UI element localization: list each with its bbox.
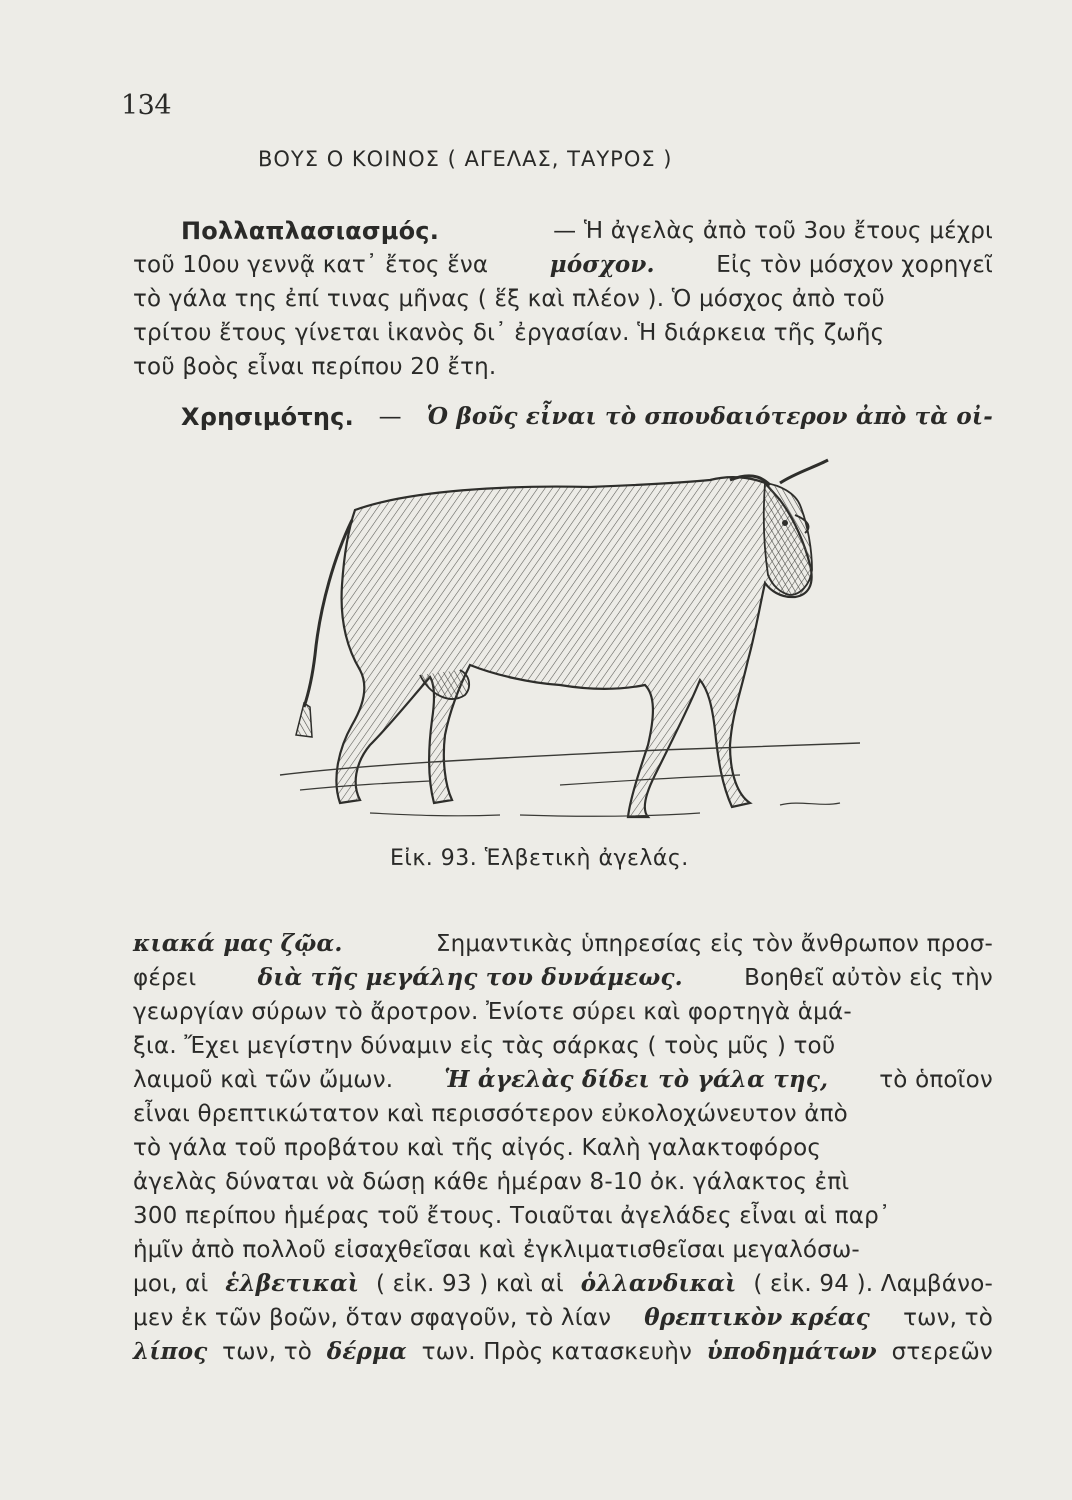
text-run: τοῦ 10ου γεννᾷ κατ᾽ ἔτος ἕνα (133, 252, 489, 278)
text-line (133, 400, 993, 434)
text-run: Βοηθεῖ αὐτὸν εἰς τὴν (744, 965, 993, 991)
text-line (133, 1097, 993, 1131)
emphasis-term: λίπος (133, 1338, 208, 1365)
text-run: ἀγελὰς δύναται νὰ δώσῃ κάθε ἡμέραν 8-10 ὀκ. γάλακτος ἐπὶ (133, 1169, 850, 1195)
text-line (133, 995, 993, 1029)
emphasis-term: κιακά μας ζῷα. (133, 930, 343, 957)
text-run: τὸ γάλα τοῦ προβάτου καὶ τῆς αἰγός. Καλὴ γαλακτοφόρος (133, 1135, 822, 1161)
section-heading: Πολλαπλασιασμός. (181, 217, 440, 245)
text-line (133, 1131, 993, 1165)
emphasis-term: θρεπτικὸν κρέας (644, 1304, 871, 1331)
text-run: ἡμῖν ἀπὸ πολλοῦ εἰσαχθεῖσαι καὶ ἐγκλιματισθεῖσαι μεγαλόσω- (133, 1237, 860, 1263)
text-run: λαιμοῦ καὶ τῶν ὤμων. (133, 1067, 394, 1093)
text-line (133, 282, 993, 316)
running-head: ΒΟΥΣ Ο ΚΟΙΝΟΣ ( ΑΓΕΛΑΣ, ΤΑΥΡΟΣ ) (258, 147, 673, 171)
text-run: των. Πρὸς κατασκευὴν (421, 1339, 693, 1365)
paragraph-usefulness-start (133, 400, 993, 434)
emphasis-term: ἑλβετικαὶ (225, 1270, 360, 1297)
text-line (133, 1267, 993, 1301)
text-line (133, 1165, 993, 1199)
text-line (133, 1029, 993, 1063)
text-run: τὸ γάλα της ἐπί τινας μῆνας ( ἕξ καὶ πλέον ). Ὁ μόσχος ἀπὸ τοῦ (133, 286, 885, 312)
emphasis-term: ὁλλανδικαὶ (580, 1270, 737, 1297)
paragraph-reproduction (133, 214, 993, 384)
text-run: τοῦ βοὸς εἶναι περίπου 20 ἔτη. (133, 354, 497, 380)
text-run: μεν ἐκ τῶν βοῶν, ὅταν σφαγοῦν, τὸ λίαν (133, 1305, 612, 1331)
text-line (133, 961, 993, 995)
text-run: τὸ ὁποῖον (879, 1067, 993, 1093)
emphasis-term: μόσχον. (549, 251, 655, 278)
text-run: ( εἰκ. 94 ). Λαμβάνο- (753, 1271, 993, 1297)
text-line (133, 1335, 993, 1369)
text-line (133, 1233, 993, 1267)
text-run: Εἰς τὸν μόσχον χορηγεῖ (716, 252, 993, 278)
emphasis-term: δέρμα (326, 1338, 407, 1365)
text-run: τρίτου ἔτους γίνεται ἱκανὸς δι᾽ ἐργασίαν. Ἡ διάρκεια τῆς ζωῆς (133, 320, 885, 346)
text-run: των, τὸ (903, 1305, 993, 1331)
text-run: στερεῶν (891, 1339, 993, 1365)
text-run: — (378, 404, 402, 430)
paragraph-usefulness-continuation (133, 927, 993, 1369)
emphasis-term: Ἡ ἀγελὰς δίδει τὸ γάλα της, (444, 1066, 829, 1093)
emphasis-term: Ὁ βοῦς εἶναι τὸ σπουδαιότερον ἀπὸ τὰ οἰ- (426, 403, 993, 430)
text-line (133, 1063, 993, 1097)
cow-illustration (260, 445, 880, 845)
emphasis-term: ὑποδημάτων (706, 1338, 877, 1365)
text-line (133, 1301, 993, 1335)
emphasis-term: διὰ τῆς μεγάλης του δυνάμεως. (257, 964, 683, 991)
figure-caption: Εἰκ. 93. Ἑλβετικὴ ἀγελάς. (390, 846, 689, 871)
text-run: ( εἰκ. 93 ) καὶ αἱ (375, 1271, 564, 1297)
text-run: φέρει (133, 965, 197, 991)
text-line (133, 214, 993, 248)
text-run: Σημαντικὰς ὑπηρεσίας εἰς τὸν ἄνθρωπον προσ- (435, 931, 993, 957)
page-number: 134 (121, 90, 172, 121)
text-run: μοι, αἱ (133, 1271, 209, 1297)
text-line (133, 316, 993, 350)
text-line (133, 350, 993, 384)
text-run: ξια. Ἔχει μεγίστην δύναμιν εἰς τὰς σάρκας ( τοὺς μῦς ) τοῦ (133, 1033, 836, 1059)
section-heading: Χρησιμότης. (181, 403, 354, 431)
text-run: εἶναι θρεπτικώτατον καὶ περισσότερον εὐκολοχώνευτον ἀπὸ (133, 1101, 848, 1127)
text-line (133, 1199, 993, 1233)
text-line (133, 927, 993, 961)
text-run: 300 περίπου ἡμέρας τοῦ ἔτους. Τοιαῦται ἀγελάδες εἶναι αἱ παρ᾽ (133, 1203, 891, 1229)
text-line (133, 248, 993, 282)
text-run: — Ἡ ἀγελὰς ἀπὸ τοῦ 3ου ἔτους μέχρι (553, 218, 993, 244)
text-run: των, τὸ (222, 1339, 313, 1365)
text-run: γεωργίαν σύρων τὸ ἄροτρον. Ἐνίοτε σύρει καὶ φορτηγὰ ἁμά- (133, 999, 852, 1025)
